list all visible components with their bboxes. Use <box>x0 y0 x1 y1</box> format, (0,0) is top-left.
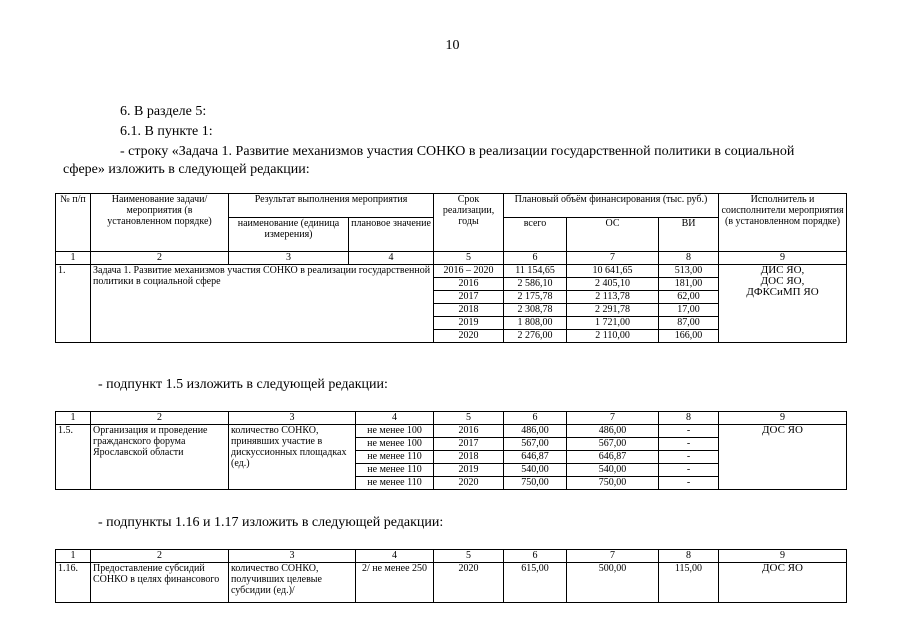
header-period: Срок реализации, годы <box>434 194 504 252</box>
colnum-4: 4 <box>356 412 434 425</box>
year-cell: 2016 <box>434 425 504 438</box>
total-cell: 540,00 <box>504 464 567 477</box>
vi-cell: - <box>659 425 719 438</box>
intro-line-4: сфере» изложить в следующей редакции: <box>63 162 310 177</box>
intro-line-1: 6. В разделе 5: <box>120 104 207 119</box>
year-cell: 2019 <box>434 317 504 330</box>
colnum-9: 9 <box>719 412 847 425</box>
colnum-8: 8 <box>659 412 719 425</box>
header-os: ОС <box>567 218 659 252</box>
os-cell: 2 113,78 <box>567 291 659 304</box>
plan-cell: не менее 100 <box>356 438 434 451</box>
header-result-name: наименование (единица измерения) <box>229 218 349 252</box>
total-cell: 646,87 <box>504 451 567 464</box>
task-num: 1. <box>56 265 91 343</box>
total-cell: 2 586,10 <box>504 278 567 291</box>
vi-cell: 166,00 <box>659 330 719 343</box>
subpoint-result: количество СОНКО, принявших участие в дискуссионных площадках (ед.) <box>229 425 356 490</box>
colnum-1: 1 <box>56 252 91 265</box>
colnum-9: 9 <box>719 550 847 563</box>
task-name: Задача 1. Развитие механизмов участия СОНКО в реализации государственной политики в социальной сфере <box>91 265 434 343</box>
header-num: № п/п <box>56 194 91 252</box>
table-subpoint-1-16 <box>55 549 847 603</box>
colnum-9: 9 <box>719 252 847 265</box>
os-cell: 2 291,78 <box>567 304 659 317</box>
total-cell: 486,00 <box>504 425 567 438</box>
table-subpoint-1-5 <box>55 411 847 490</box>
header-name: Наименование задачи/мероприятия (в установленном порядке) <box>91 194 229 252</box>
os-cell: 1 721,00 <box>567 317 659 330</box>
total-cell: 615,00 <box>504 563 567 603</box>
os-cell: 750,00 <box>567 477 659 490</box>
year-cell: 2016 <box>434 278 504 291</box>
colnum-2: 2 <box>91 252 229 265</box>
year-cell: 2019 <box>434 464 504 477</box>
os-cell: 540,00 <box>567 464 659 477</box>
vi-cell: 17,00 <box>659 304 719 317</box>
os-cell: 500,00 <box>567 563 659 603</box>
year-cell: 2017 <box>434 291 504 304</box>
vi-cell: 513,00 <box>659 265 719 278</box>
colnum-3: 3 <box>229 252 349 265</box>
subpoint-result: количество СОНКО, получивших целевые субсидии (ед.)/ <box>229 563 356 603</box>
vi-cell: 62,00 <box>659 291 719 304</box>
total-cell: 1 808,00 <box>504 317 567 330</box>
executor-line: ДФКСиМП ЯО <box>746 286 819 298</box>
os-cell: 10 641,65 <box>567 265 659 278</box>
colnum-6: 6 <box>504 412 567 425</box>
vi-cell: - <box>659 477 719 490</box>
colnum-1: 1 <box>56 412 91 425</box>
total-cell: 750,00 <box>504 477 567 490</box>
vi-cell: 87,00 <box>659 317 719 330</box>
plan-cell: не менее 110 <box>356 451 434 464</box>
page-number: 10 <box>445 38 460 53</box>
header-result-plan: плановое значение <box>349 218 434 252</box>
vi-cell: - <box>659 451 719 464</box>
year-cell: 2020 <box>434 477 504 490</box>
year-cell: 2020 <box>434 563 504 603</box>
colnum-8: 8 <box>659 550 719 563</box>
header-result: Результат выполнения мероприятия <box>229 194 434 218</box>
subpoint-1-5-heading: - подпункт 1.5 изложить в следующей редакции: <box>98 377 388 392</box>
colnum-2: 2 <box>91 412 229 425</box>
total-cell: 567,00 <box>504 438 567 451</box>
vi-cell: - <box>659 438 719 451</box>
total-cell: 11 154,65 <box>504 265 567 278</box>
os-cell: 567,00 <box>567 438 659 451</box>
year-cell: 2018 <box>434 304 504 317</box>
year-cell: 2016 – 2020 <box>434 265 504 278</box>
total-cell: 2 308,78 <box>504 304 567 317</box>
vi-cell: 115,00 <box>659 563 719 603</box>
header-finance: Плановый объём финансирования (тыс. руб.) <box>504 194 719 218</box>
table-task1 <box>55 193 847 343</box>
subpoint-1-16-heading: - подпункты 1.16 и 1.17 изложить в следующей редакции: <box>98 515 444 530</box>
subpoint-name: Предоставление субсидий СОНКО в целях финансового <box>91 563 229 603</box>
executor-cell: ДОС ЯО <box>719 563 847 603</box>
plan-cell: не менее 110 <box>356 477 434 490</box>
os-cell: 2 110,00 <box>567 330 659 343</box>
colnum-6: 6 <box>504 252 567 265</box>
total-cell: 2 175,78 <box>504 291 567 304</box>
colnum-5: 5 <box>434 550 504 563</box>
colnum-3: 3 <box>229 412 356 425</box>
colnum-5: 5 <box>434 252 504 265</box>
intro-line-2: 6.1. В пункте 1: <box>120 124 213 139</box>
subpoint-num: 1.5. <box>56 425 91 490</box>
executor-line: ДИС ЯО, <box>760 264 805 276</box>
colnum-2: 2 <box>91 550 229 563</box>
header-executor: Исполнитель и соисполнители мероприятия (в установленном порядке) <box>719 194 847 252</box>
year-cell: 2018 <box>434 451 504 464</box>
total-cell: 2 276,00 <box>504 330 567 343</box>
os-cell: 486,00 <box>567 425 659 438</box>
colnum-4: 4 <box>356 550 434 563</box>
header-total: всего <box>504 218 567 252</box>
os-cell: 646,87 <box>567 451 659 464</box>
year-cell: 2020 <box>434 330 504 343</box>
subpoint-num: 1.16. <box>56 563 91 603</box>
header-vi: ВИ <box>659 218 719 252</box>
colnum-5: 5 <box>434 412 504 425</box>
vi-cell: - <box>659 464 719 477</box>
os-cell: 2 405,10 <box>567 278 659 291</box>
intro-line-3: - строку «Задача 1. Развитие механизмов участия СОНКО в реализации государственной политики в социальной <box>120 144 795 159</box>
colnum-3: 3 <box>229 550 356 563</box>
executor-line: ДОС ЯО, <box>760 275 805 287</box>
colnum-7: 7 <box>567 412 659 425</box>
vi-cell: 181,00 <box>659 278 719 291</box>
colnum-8: 8 <box>659 252 719 265</box>
executor-cell: ДОС ЯО <box>719 425 847 490</box>
plan-cell: не менее 110 <box>356 464 434 477</box>
colnum-6: 6 <box>504 550 567 563</box>
executor-cell <box>719 265 847 343</box>
colnum-4: 4 <box>349 252 434 265</box>
plan-cell: 2/ не менее 250 <box>356 563 434 603</box>
subpoint-name: Организация и проведение гражданского форума Ярославской области <box>91 425 229 490</box>
colnum-1: 1 <box>56 550 91 563</box>
colnum-7: 7 <box>567 550 659 563</box>
plan-cell: не менее 100 <box>356 425 434 438</box>
colnum-7: 7 <box>567 252 659 265</box>
year-cell: 2017 <box>434 438 504 451</box>
